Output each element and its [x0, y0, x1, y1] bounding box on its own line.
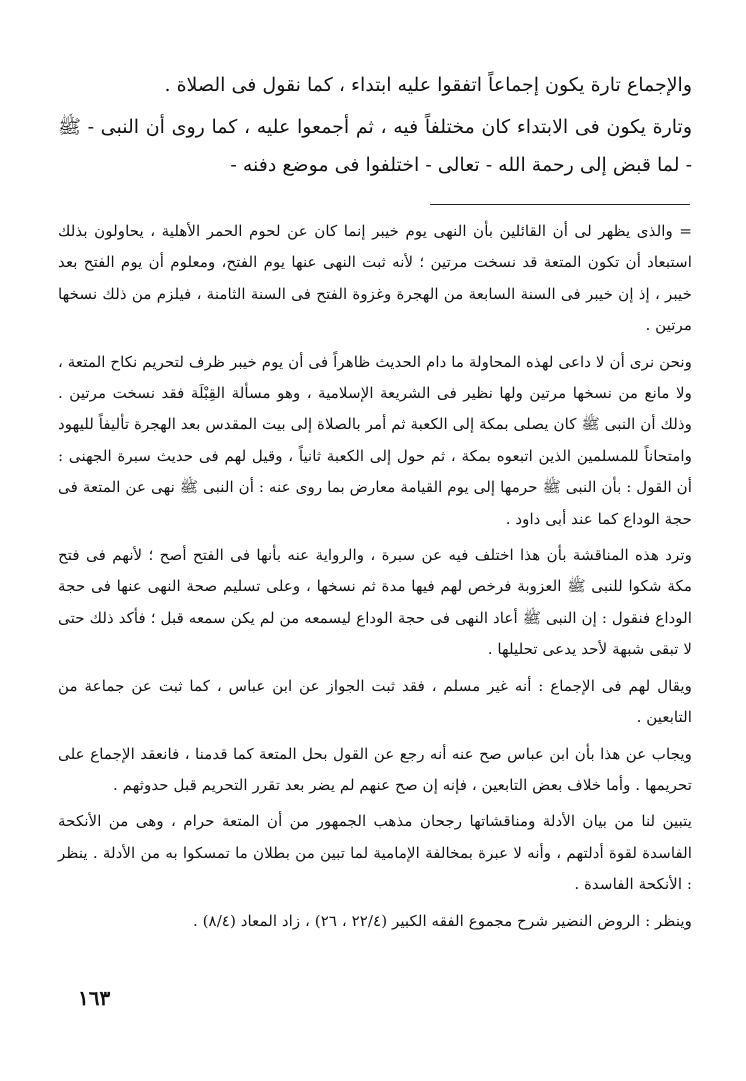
- main-text: [58, 66, 692, 184]
- footnote-paragraph-1: = والذى يظهر لى أن القائلين بأن النهى يوم خيبر إنما كان عن لحوم الحمر الأهلية ، يحاولون بذلك استبعاد أن تكون المتعة قد نسخت مرتين ؛ لأنه ثبت النهى عنها يوم الفتح، ومعلوم أن يوم الفتح بعد خيبر ، إذ إن خيبر فى السنة السابعة من الهجرة وغزوة الفتح فى السنة الثامنة ، فيلزم من ذلك نسخها مرتين .: [58, 222, 692, 335]
- main-paragraph-1: والإجماع تارة يكون إجماعاً اتفقوا عليه ابتداء ، كما نقول فى الصلاة .: [164, 74, 692, 96]
- footnote-paragraph-6: يتبين لنا من بيان الأدلة ومناقشاتها رجحان مذهب الجمهور من أن المتعة حرام ، وهى من الأنكحة الفاسدة لقوة أدلتهم ، وأنه لا عبرة بمخالفة الإمامية لما تبين من بطلان ما تمسكوا به من الأدلة . ينظر : الأنكحة الفاسدة .: [58, 812, 692, 894]
- footnote-paragraph-7: وينظر : الروض النضير شرح مجموع الفقه الكبير (٢٢/٤ ، ٢٦) ، زاد المعاد (٨/٤) .: [192, 911, 692, 930]
- footnotes: [58, 216, 692, 937]
- footnote-paragraph-2: ونحن نرى أن لا داعى لهذه المحاولة ما دام الحديث ظاهراً فى أن يوم خيبر ظرف لتحريم نكاح المتعة ، ولا مانع من نسخها مرتين ولها نظير فى الشريعة الإسلامية ، وهو مسألة القِبْلَة فقد نسخت مرتين . وذلك أن النبى ﷺ كان يصلى بمكة إلى الكعبة ثم أمر بالصلاة إلى بيت المقدس بعد الهجرة تأليفاً لليهود وامتحاناً للمسلمين الذين اتبعوه بمكة ، ثم حول إلى الكعبة ثانياً ، وقيل لهم فى حديث سبرة الجهنى : أن القول : بأن النبى ﷺ حرمها إلى يوم القيامة معارض بما روى عنه : أن النبى ﷺ نهى عن المتعة فى حجة الوداع كما عند أبى داود .: [58, 352, 692, 528]
- footnote-paragraph-3: وترد هذه المناقشة بأن هذا اختلف فيه عن سبرة ، والرواية عنه بأنها فى الفتح أصح ؛ لأنهم فى فتح مكة شكوا للنبى ﷺ العزوبة فرخص لهم فيها مدة ثم نسخها ، وعلى تسليم صحة النهى عنها فى حجة الوداع فنقول : إن النبى ﷺ أعاد النهى فى حجة الوداع ليسمعه من لم يكن سمعه قبل ؛ فأكد ذلك حتى لا تبقى شبهة لأحد يدعى تحليلها .: [58, 546, 692, 659]
- footnote-separator: [430, 204, 690, 205]
- footnote-paragraph-5: ويجاب عن هذا بأن ابن عباس صح عنه أنه رجع عن القول بحل المتعة كما قدمنا ، فانعقد الإجماع على تحريمها . وأما خلاف بعض التابعين ، فإنه إن صح عنهم لم يضر بعد تقرر التحريم قبل حدوثهم .: [58, 744, 692, 794]
- main-paragraph-2: وتارة يكون فى الابتداء كان مختلفاً فيه ، ثم أجمعوا عليه ، كما روى أن النبى - ﷺ - لما قبض إلى رحمة الله - تعالى - اختلفوا فى موضع دفنه -: [58, 116, 692, 176]
- footnote-paragraph-4: ويقال لهم فى الإجماع : أنه غير مسلم ، فقد ثبت الجواز عن ابن عباس ، كما ثبت عن جماعة من التابعين .: [58, 676, 692, 727]
- page-number: ١٦٣: [78, 986, 111, 1010]
